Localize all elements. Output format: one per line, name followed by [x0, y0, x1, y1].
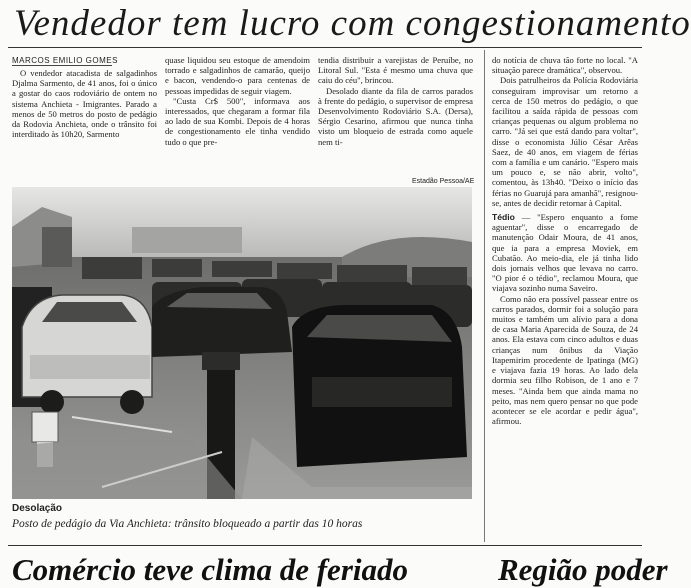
- paragraph: Desolado diante da fila de carros parados à frente do pedágio, o supervisor de empresa Desenvolvimento Rodoviário S.A. (Dersa), Sérgio Cesarino, afirmou que nunca tinha visto um bloqueio de estrada como aquele nem ti-: [318, 85, 473, 147]
- photo-caption-title: Desolação: [12, 503, 63, 514]
- traffic-jam-photo: [12, 187, 472, 499]
- paragraph: quase liquidou seu estoque de amendoim torrado e salgadinhos de camarão, queijo e bacon, vendendo-o para centenas de pessoas impedidas de seguir viagem.: [165, 55, 310, 96]
- column-3: [318, 55, 473, 147]
- paragraph: Como não era possível passear entre os carros parados, dormir foi a solução para muitos e também um alívio para a dona de casa Maria Aparecida de Souza, de 24 anos. Ela estava com cinco adultos e duas crianças num ônibus da Viação Itapemirim procedente de Ipatinga (MG) e viajava fazia 19 horas. Ao lado dela dormia seu filho Robison, de 1 ano e 7 meses. "Ainda bem que ainda mama no peito, mas nem quero pensar no que pode acontecer se ele acordar e pedir água", afirmou.: [492, 293, 638, 427]
- paragraph: "Custa Cr$ 500", informava aos interessados, que chegaram a formar fila ao lado de sua Kombi. Depois de 4 horas de congestionamento ele tinha vendido tudo o que pre-: [165, 95, 310, 147]
- column-1: [12, 68, 157, 139]
- bottom-headline-right: Região poder: [498, 552, 668, 587]
- column-2: [165, 55, 310, 147]
- column-divider: [484, 50, 485, 542]
- paragraph: O vendedor atacadista de salgadinhos Djalma Sarmento, de 41 anos, foi o único a gostar do caos rodoviário de ontem no sistema Anchieta - Imigrantes. Parado a menos de 50 metros do posto de pedágio da Rodovia Anchieta, onde o trânsito foi interditado às 10h20, Sarmento: [12, 68, 157, 140]
- paragraph: Dois patrulheiros da Polícia Rodoviária conseguiram improvisar um retorno a cerca de 150 metros do pedágio, o que facilitou a saída rápida de pessoas com crianças pequenas ou algum problema no carro. "Já sei que está dando para voltar", disse o economista Júlio César Arêas Saez, de 40 anos, em viagem de férias com a família e um canário. "Espero mais um pouco e, se não abrir, volto", comentou, às 13h40. "Deixo o início das férias no Guarujá para amanhã", resignou-se, antes de decidir retornar à Capital.: [492, 75, 638, 208]
- headline: Vendedor tem lucro com congestionamento: [14, 3, 691, 44]
- section-rule: [8, 545, 642, 546]
- paragraph-text: — "Espero enquanto a fome aguentar", disse o encarregado de manutenção Odair Moura, de 41 anos, que ia para a empresa Moviek, em Cubatão. Ao meio-dia, ele já tinha lido dois jornais velhos que levava no carro. "O pior é o tédio", reclamou Moura, que viajava sozinho numa Saveiro.: [492, 212, 638, 294]
- photo-credit: Estadão Pessoa/AE: [412, 178, 475, 185]
- news-photo: [12, 187, 472, 499]
- column-4: [492, 55, 638, 426]
- paragraph: [492, 212, 638, 294]
- subhead: Tédio: [492, 212, 515, 223]
- byline-rule: [12, 65, 112, 66]
- paragraph: do notícia de chuva tão forte no local. "A situação parece dramática", observou.: [492, 55, 638, 76]
- photo-caption-text: Posto de pedágio da Via Anchieta: trânsito bloqueado a partir das 10 horas: [12, 518, 363, 530]
- byline: MARCOS EMILIO GOMES: [12, 56, 118, 65]
- headline-rule: [8, 47, 642, 48]
- paragraph: tendia distribuir a varejistas de Peruíbe, no Litoral Sul. "Esta é mesmo uma chuva que caiu do céu", brincou.: [318, 55, 473, 86]
- bottom-headline-left: Comércio teve clima de feriado: [12, 552, 408, 587]
